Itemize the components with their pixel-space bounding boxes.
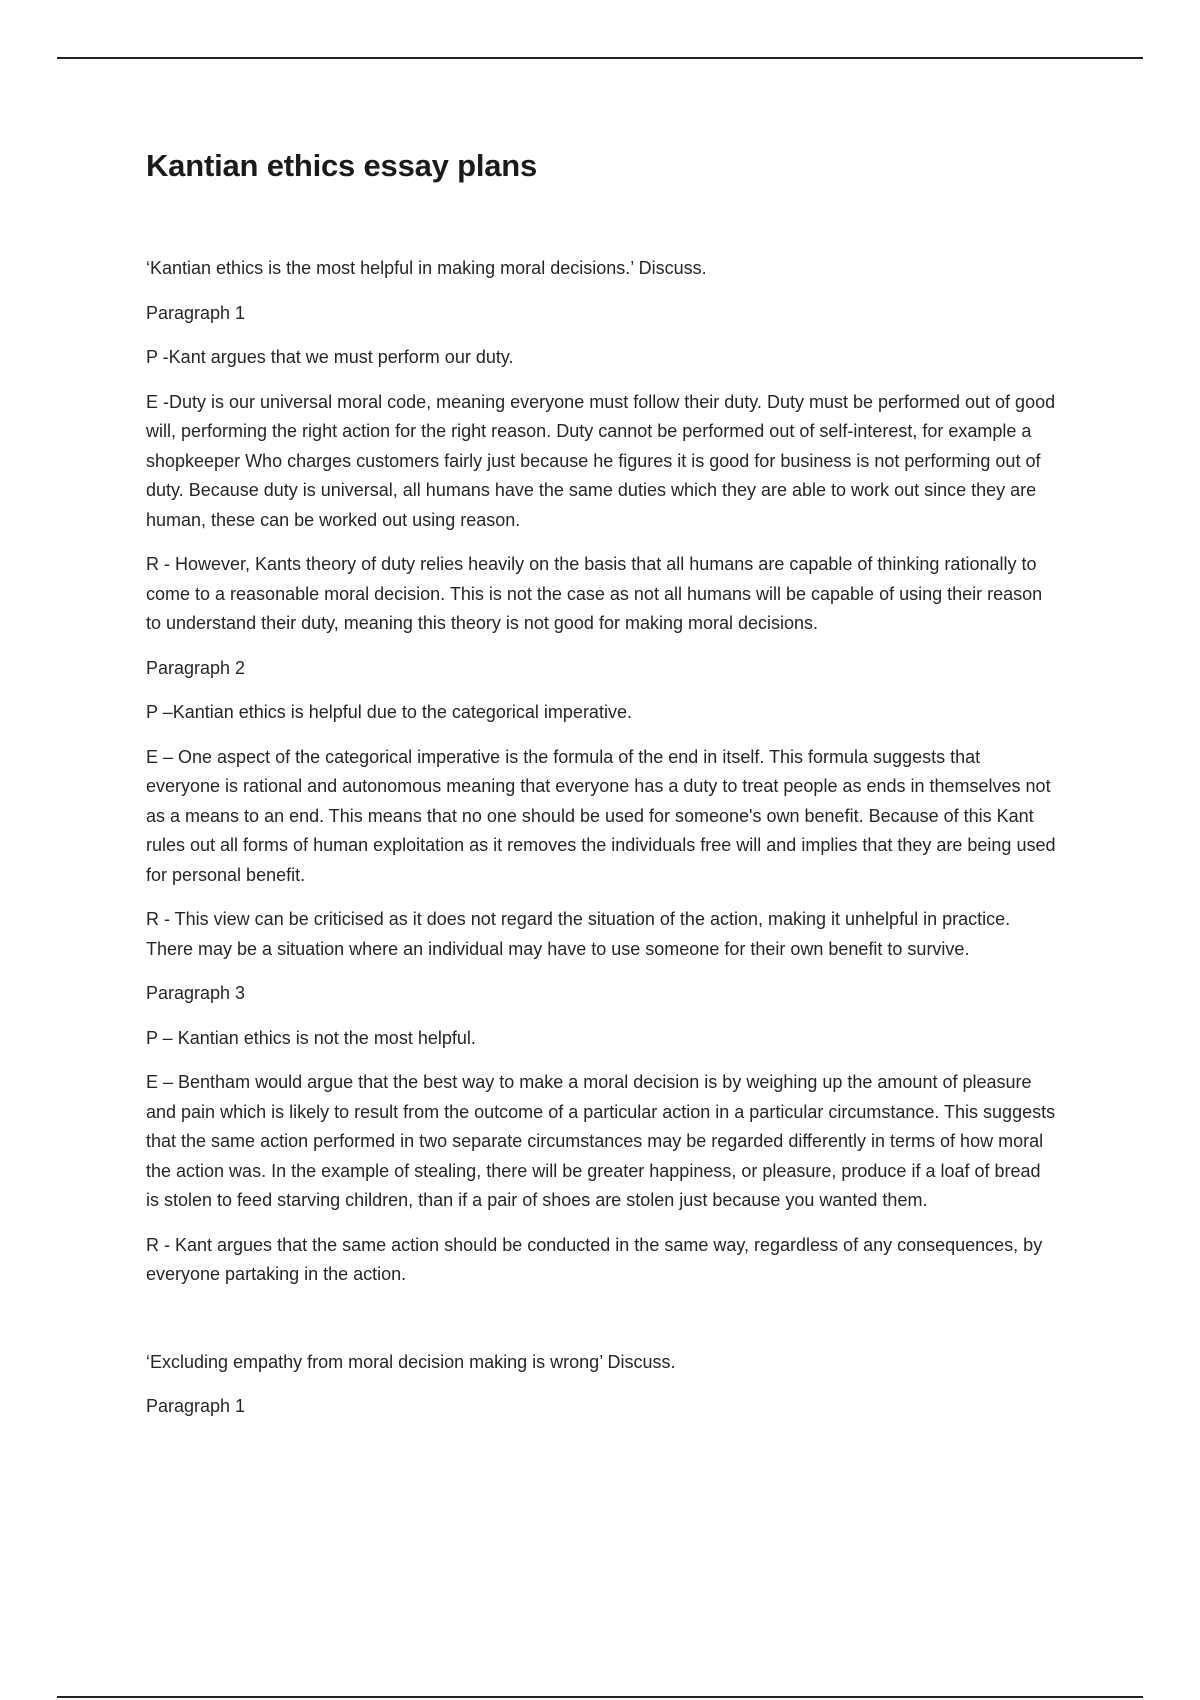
evidence-text: E – Bentham would argue that the best way to make a moral decision is by weighing up the amount of pleasure and pain which is likely to result from the outcome of a particular action in a particular circumstance. This suggests that the same action performed in two separate circumstances may be regarded differently in terms of how moral the action was. In the example of stealing, there will be greater happiness, or pleasure, produce if a loaf of bread is stolen to feed starving children, than if a pair of shoes are stolen just because you wanted them. — [146, 1072, 1056, 1210]
point-text: P -Kant argues that we must perform our duty. — [146, 347, 514, 367]
paragraph-heading: Paragraph 1 — [146, 302, 246, 323]
essay-question: ‘Kantian ethics is the most helpful in making moral decisions.’ Discuss. — [146, 258, 707, 278]
paragraph-heading: Paragraph 2 — [146, 657, 246, 678]
paragraph-heading: Paragraph 3 — [146, 983, 246, 1003]
point-text: P –Kantian ethics is helpful due to the categorical imperative. — [146, 702, 632, 722]
footer-rule — [57, 1696, 1143, 1698]
document-title: Kantian ethics essay plans — [146, 148, 538, 183]
point-text: P – Kantian ethics is not the most helpful. — [146, 1027, 476, 1048]
response-text: R - This view can be criticised as it does not regard the situation of the action, making it unhelpful in practice. There may be a situation where an individual may have to use someone for their own benefit to survive. — [146, 909, 1011, 959]
response-text: R - However, Kants theory of duty relies heavily on the basis that all humans are capable of thinking rationally to come to a reasonable moral decision. This is not the case as not all humans will be capable of using their reason to understand their duty, meaning this theory is not good for making moral decisions. — [146, 554, 1043, 633]
document-body — [146, 254, 1056, 1437]
essay-question: ‘Excluding empathy from moral decision making is wrong’ Discuss. — [146, 1351, 676, 1372]
paragraph-heading: Paragraph 1 — [146, 1396, 246, 1416]
header-rule — [57, 57, 1143, 59]
evidence-text: E -Duty is our universal moral code, meaning everyone must follow their duty. Duty must be performed out of good will, performing the right action for the right reason. Duty cannot be performed out of self-interest, for example a shopkeeper Who charges customers fairly just because he figures it is good for business is not performing out of duty. Because duty is universal, all humans have the same duties which they are able to work out since they are human, these can be worked out using reason. — [146, 391, 1056, 530]
evidence-text: E – One aspect of the categorical imperative is the formula of the end in itself. This formula suggests that everyone is rational and autonomous meaning that everyone has a duty to treat people as ends in themselves not as a means to an end. This means that no one should be used for someone's own benefit. Because of this Kant rules out all forms of human exploitation as it removes the individuals free will and implies that they are being used for personal benefit. — [146, 746, 1056, 885]
response-text: R - Kant argues that the same action should be conducted in the same way, regardless of any consequences, by everyone partaking in the action. — [146, 1234, 1043, 1284]
